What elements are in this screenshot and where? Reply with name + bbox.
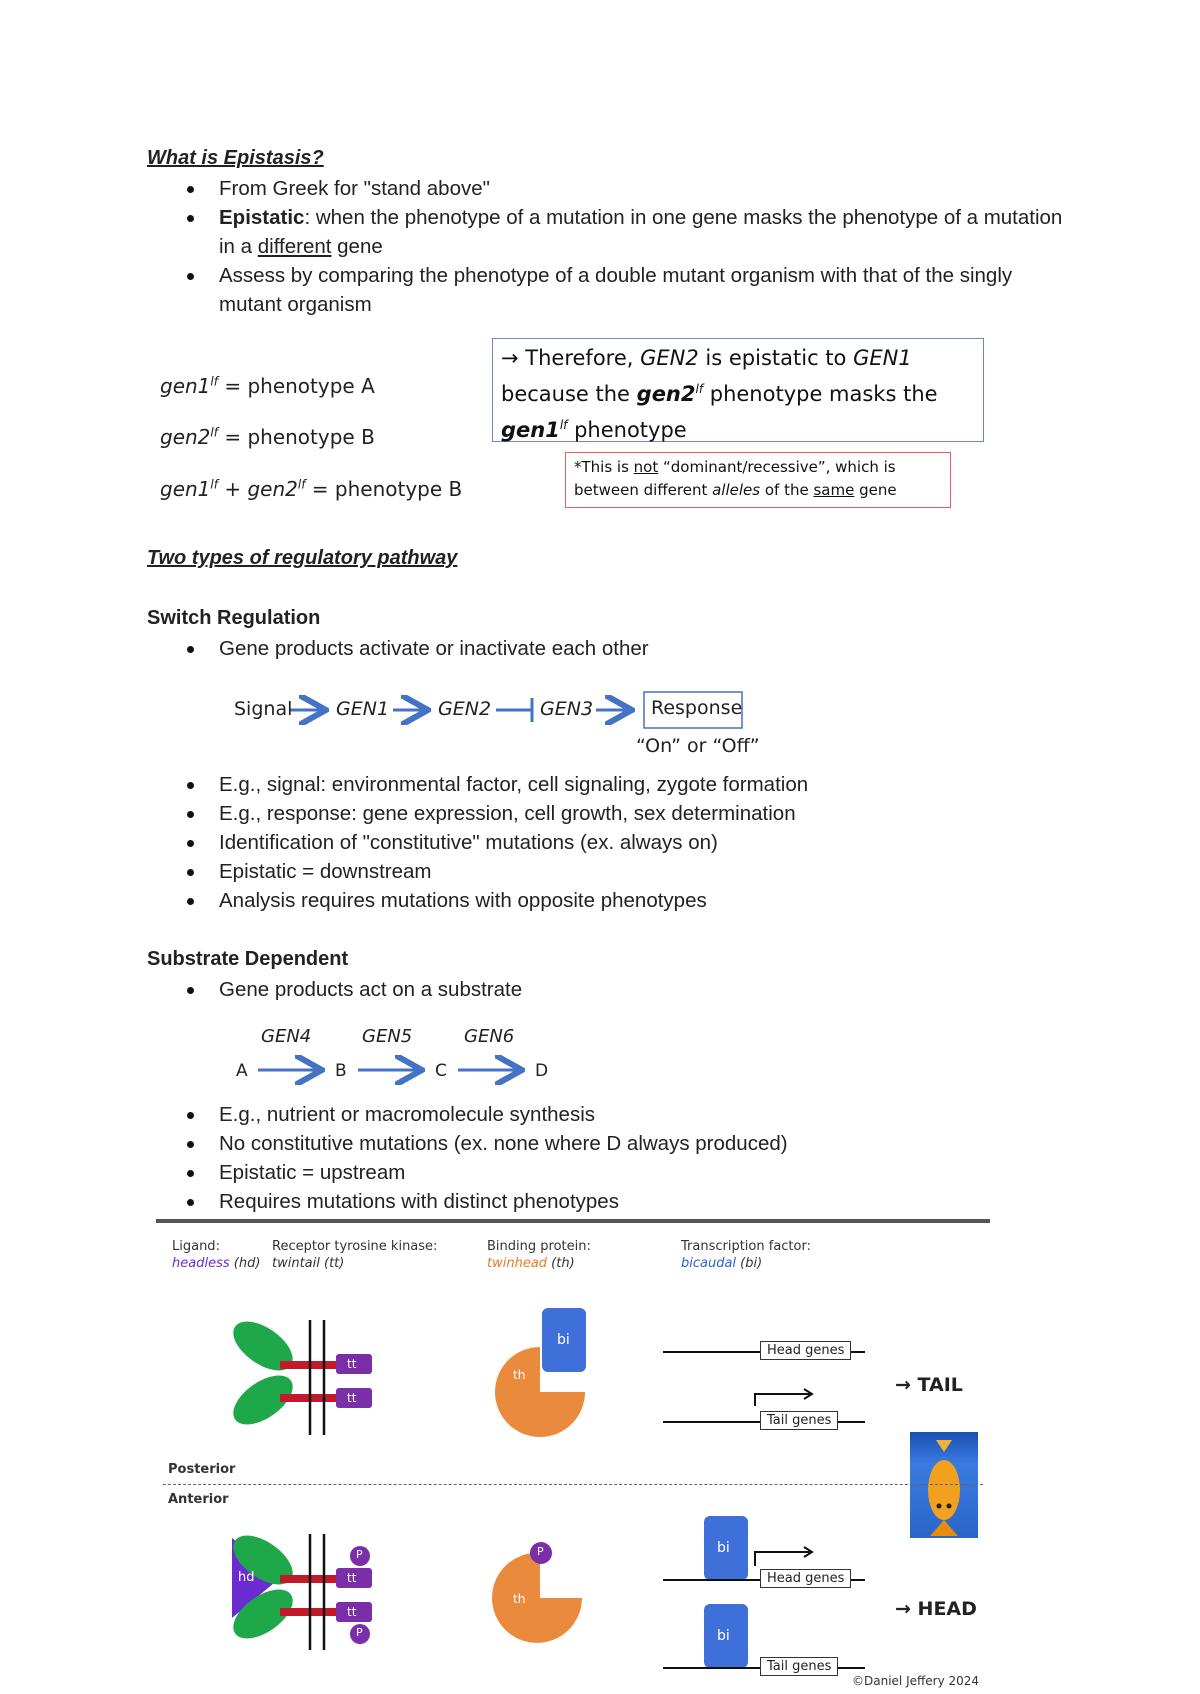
gen2-label: GEN2	[438, 698, 492, 720]
substrate-pathway-diagram	[230, 1040, 560, 1090]
receptor-domain	[225, 1312, 301, 1380]
substrate-b: B	[335, 1061, 347, 1081]
list-item: Epistatic = upstream	[147, 1158, 1067, 1187]
anterior-label: Anterior	[168, 1492, 229, 1507]
gen3-label: GEN3	[540, 698, 594, 720]
list-item: Gene products activate or inactivate each other	[147, 634, 1067, 663]
list-item: Gene products act on a substrate	[147, 975, 1067, 1004]
th-label: th	[513, 1592, 526, 1606]
response-label: Response	[651, 697, 743, 719]
substrate-bullets	[147, 1100, 1067, 1216]
transcription-arrow	[755, 1552, 810, 1566]
gen6-label: GEN6	[464, 1026, 515, 1047]
tf-header: Transcription factor: bicaudal (bi)	[681, 1239, 811, 1271]
list-item: E.g., response: gene expression, cell growth, sex determination	[147, 799, 1067, 828]
tt-label: tt	[347, 1605, 357, 1619]
substrate-a: A	[236, 1061, 248, 1081]
receptor-header: Receptor tyrosine kinase: twintail (tt)	[272, 1239, 438, 1271]
list-item: Epistatic: when the phenotype of a mutation in one gene masks the phenotype of a mutation in a different gene	[147, 203, 1067, 261]
anterior-diagram	[150, 1500, 1000, 1680]
head-output: → HEAD	[895, 1598, 977, 1620]
substrate-c: C	[435, 1061, 447, 1081]
pathways-heading: Two types of regulatory pathway	[147, 547, 458, 569]
gen1-phenotype-line: $gen1^{lf}$ = phenotype A	[160, 374, 375, 398]
switch-bullets	[147, 770, 1067, 915]
figure-divider	[156, 1219, 990, 1223]
bi-label: bi	[717, 1540, 730, 1556]
bi-label: bi	[557, 1332, 570, 1348]
tt-label: tt	[347, 1357, 357, 1371]
tt-label: tt	[347, 1571, 357, 1585]
list-item: No constitutive mutations (ex. none where D always produced)	[147, 1129, 1067, 1158]
epistasis-heading: What is Epistasis?	[147, 147, 324, 169]
gen1-label: GEN1	[336, 698, 390, 720]
phosphate-label: P	[537, 1545, 544, 1558]
list-item: E.g., signal: environmental factor, cell signaling, zygote formation	[147, 770, 1067, 799]
substrate-d: D	[535, 1061, 549, 1081]
phosphate-label: P	[356, 1548, 363, 1561]
dominance-note-box: *This is not “dominant/recessive”, which is between different alleles of the same gene	[565, 452, 951, 508]
list-item: Assess by comparing the phenotype of a double mutant organism with that of the singly mutant organism	[147, 261, 1067, 319]
th-protein	[492, 1553, 582, 1643]
posterior-diagram	[150, 1290, 1000, 1460]
gen4-label: GEN4	[261, 1026, 312, 1047]
hd-label: hd	[238, 1570, 255, 1585]
list-item: E.g., nutrient or macromolecule synthesis	[147, 1100, 1067, 1129]
list-item: Identification of "constitutive" mutations (ex. always on)	[147, 828, 1067, 857]
bi-label: bi	[717, 1628, 730, 1644]
substrate-heading: Substrate Dependent	[147, 948, 349, 970]
list-item: Analysis requires mutations with opposite phenotypes	[147, 886, 1067, 915]
list-item: Epistatic = downstream	[147, 857, 1067, 886]
head-genes-box: Head genes	[760, 1341, 851, 1360]
th-label: th	[513, 1368, 526, 1382]
switch-intro-list	[147, 634, 1067, 663]
double-mutant-line: $gen1^{lf} + gen2^{lf}$ = phenotype B	[160, 477, 463, 501]
tt-label: tt	[347, 1391, 357, 1405]
posterior-label: Posterior	[168, 1462, 236, 1477]
substrate-intro-list	[147, 975, 1067, 1004]
gen2-phenotype-line: $gen2^{lf}$ = phenotype B	[160, 425, 375, 449]
copyright: ©Daniel Jeffery 2024	[852, 1674, 980, 1688]
ligand-header: Ligand: headless (hd)	[172, 1239, 261, 1271]
tail-genes-box: Tail genes	[760, 1411, 838, 1430]
tail-output: → TAIL	[895, 1374, 963, 1396]
list-item: From Greek for "stand above"	[147, 174, 1067, 203]
phosphate-label: P	[356, 1626, 363, 1639]
signal-label: Signal	[234, 698, 293, 720]
transcription-arrow	[755, 1394, 810, 1406]
binding-header: Binding protein: twinhead (th)	[487, 1239, 591, 1271]
gen5-label: GEN5	[362, 1026, 413, 1047]
axis-divider	[163, 1484, 983, 1485]
conclusion-box: → Therefore, GEN2 is epistatic to GEN1 because the $gen2^{lf}$ phenotype masks the $gen1^{lf}$ phenotype	[492, 338, 984, 442]
on-off-label: “On” or “Off”	[636, 735, 760, 757]
epistasis-bullets	[147, 174, 1067, 319]
head-genes-box: Head genes	[760, 1569, 851, 1588]
tail-genes-box: Tail genes	[760, 1657, 838, 1676]
switch-heading: Switch Regulation	[147, 607, 321, 629]
list-item: Requires mutations with distinct phenotypes	[147, 1187, 1067, 1216]
